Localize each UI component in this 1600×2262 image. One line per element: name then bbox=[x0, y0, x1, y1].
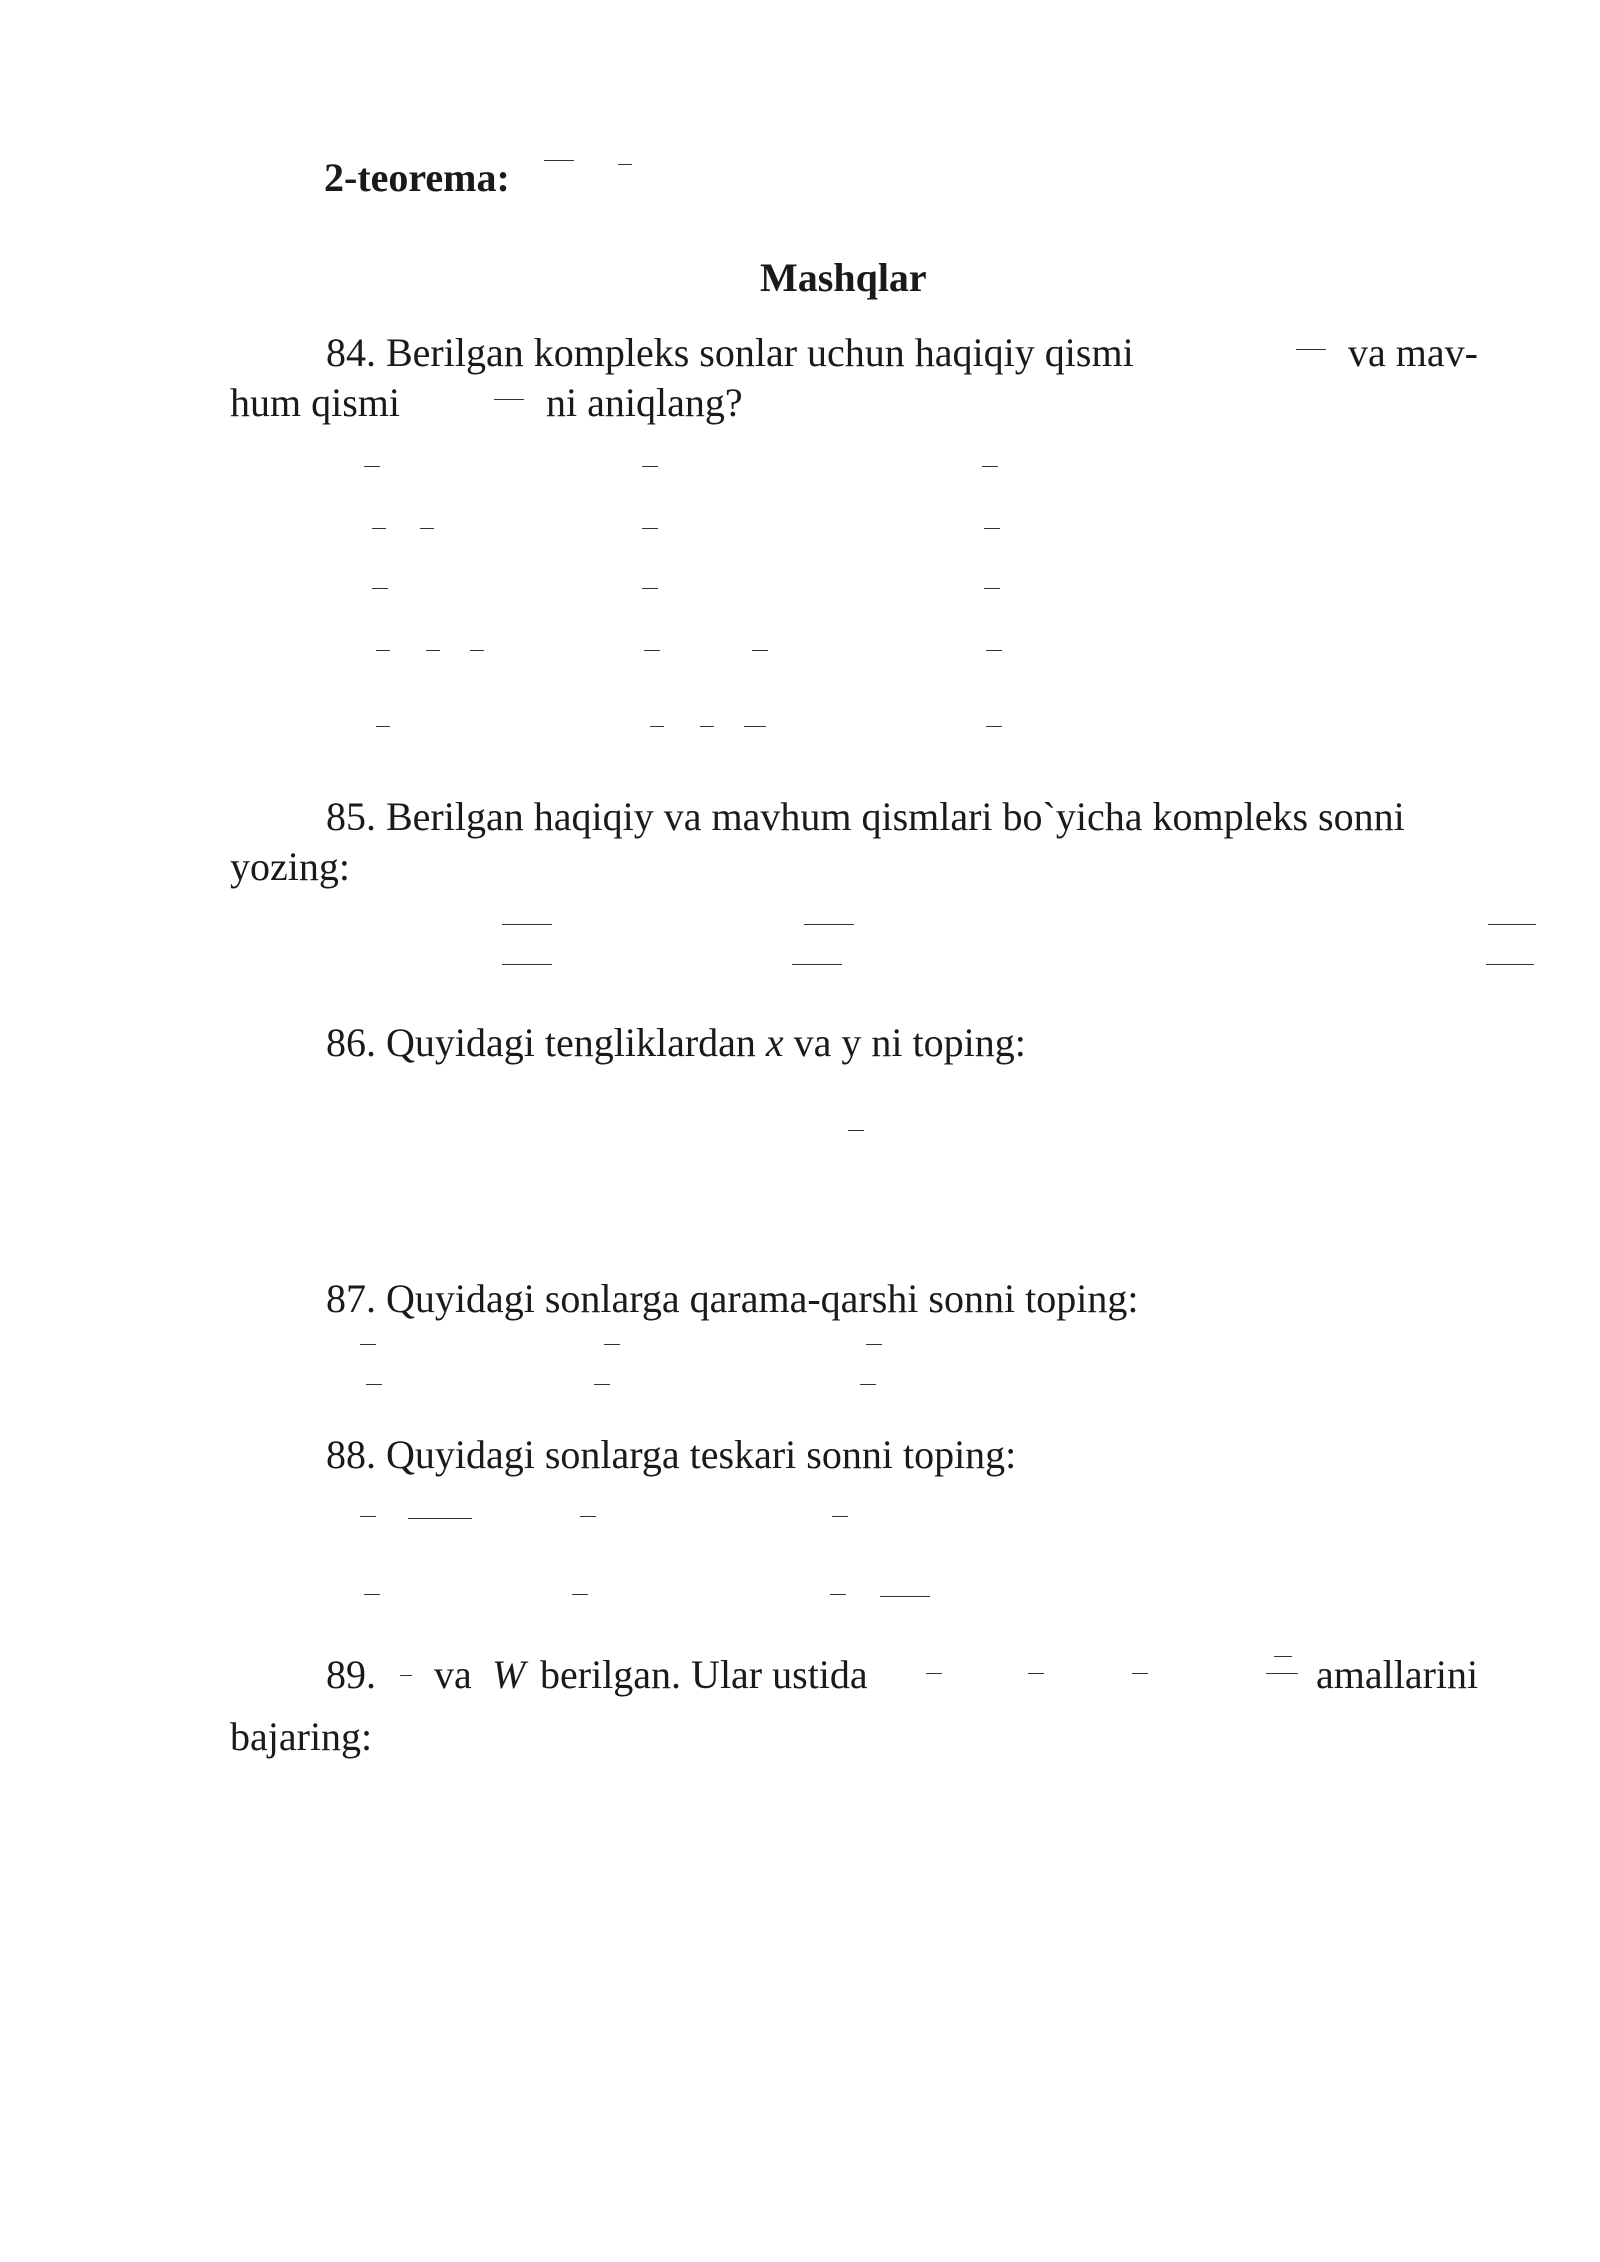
formula-dash bbox=[494, 399, 524, 400]
formula-dash bbox=[982, 466, 998, 467]
formula-dash bbox=[642, 528, 658, 529]
formula-dash bbox=[544, 160, 574, 161]
formula-dash bbox=[832, 1516, 848, 1517]
formula-dash bbox=[984, 528, 1000, 529]
ex89-w: W bbox=[492, 1652, 526, 1697]
formula-dash bbox=[1028, 1673, 1044, 1674]
formula-dash bbox=[572, 1594, 588, 1595]
ex89-end: amallarini bbox=[1316, 1652, 1479, 1697]
formula-dash bbox=[1274, 1656, 1292, 1657]
formula-dash bbox=[804, 924, 854, 925]
formula-dash bbox=[580, 1516, 596, 1517]
formula-dash bbox=[792, 964, 842, 965]
formula-dash bbox=[642, 466, 658, 467]
ex84-tail1: va mav- bbox=[1348, 330, 1478, 375]
formula-dash bbox=[400, 1675, 412, 1676]
formula-dash bbox=[986, 726, 1002, 727]
formula-dash bbox=[926, 1673, 942, 1674]
formula-dash bbox=[618, 164, 632, 165]
ex87-text: 87. Quyidagi sonlarga qarama-qarshi sonni toping: bbox=[326, 1276, 1139, 1321]
formula-dash bbox=[1296, 349, 1326, 350]
formula-dash bbox=[1266, 1673, 1298, 1674]
formula-dash bbox=[752, 650, 768, 651]
ex84-line2a: hum qismi bbox=[230, 380, 401, 425]
ex86-text bbox=[326, 1018, 1026, 1068]
formula-dash bbox=[364, 466, 380, 467]
formula-dash bbox=[366, 1384, 382, 1385]
formula-dash bbox=[642, 588, 658, 589]
formula-dash bbox=[644, 650, 660, 651]
formula-dash bbox=[502, 964, 552, 965]
formula-dash bbox=[360, 1344, 376, 1345]
ex84-line2b: ni aniqlang? bbox=[546, 380, 743, 425]
formula-dash bbox=[830, 1594, 846, 1595]
ex86-suffix: va y ni toping: bbox=[793, 1020, 1026, 1065]
formula-dash bbox=[1486, 964, 1534, 965]
formula-dash bbox=[372, 588, 388, 589]
formula-dash bbox=[364, 1594, 380, 1595]
formula-dash bbox=[594, 1384, 610, 1385]
formula-dash bbox=[420, 528, 434, 529]
formula-dash bbox=[1132, 1673, 1148, 1674]
formula-dash bbox=[360, 1516, 376, 1517]
section-heading: Mashqlar bbox=[760, 255, 927, 300]
ex89-va: va bbox=[434, 1652, 472, 1697]
formula-dash bbox=[744, 726, 766, 727]
ex85-line2: yozing: bbox=[230, 844, 350, 889]
ex84-line1: 84. Berilgan kompleks sonlar uchun haqiqiy qismi bbox=[326, 330, 1134, 375]
formula-dash bbox=[866, 1344, 882, 1345]
formula-dash bbox=[984, 588, 1000, 589]
ex89-line2: bajaring: bbox=[230, 1714, 373, 1759]
formula-dash bbox=[408, 1518, 472, 1519]
formula-dash bbox=[650, 726, 664, 727]
theorem-label: 2-teorema: bbox=[324, 155, 510, 200]
formula-dash bbox=[986, 650, 1002, 651]
ex85-line1: 85. Berilgan haqiqiy va mavhum qismlari bo`yicha kompleks sonni bbox=[326, 794, 1405, 839]
ex86-prefix: 86. Quyidagi tengliklardan bbox=[326, 1020, 756, 1065]
formula-dash bbox=[470, 650, 484, 651]
formula-dash bbox=[376, 726, 390, 727]
formula-dash bbox=[426, 650, 440, 651]
ex89-mid: berilgan. Ular ustida bbox=[540, 1652, 868, 1697]
formula-dash bbox=[860, 1384, 876, 1385]
formula-dash bbox=[376, 650, 390, 651]
formula-dash bbox=[372, 528, 386, 529]
ex86-x: x bbox=[765, 1020, 784, 1065]
formula-dash bbox=[1488, 924, 1536, 925]
formula-dash bbox=[848, 1130, 864, 1131]
formula-dash bbox=[604, 1344, 620, 1345]
ex89-num: 89. bbox=[326, 1652, 376, 1697]
formula-dash bbox=[502, 924, 552, 925]
ex88-text: 88. Quyidagi sonlarga teskari sonni toping: bbox=[326, 1432, 1017, 1477]
formula-dash bbox=[700, 726, 714, 727]
formula-dash bbox=[880, 1596, 930, 1597]
